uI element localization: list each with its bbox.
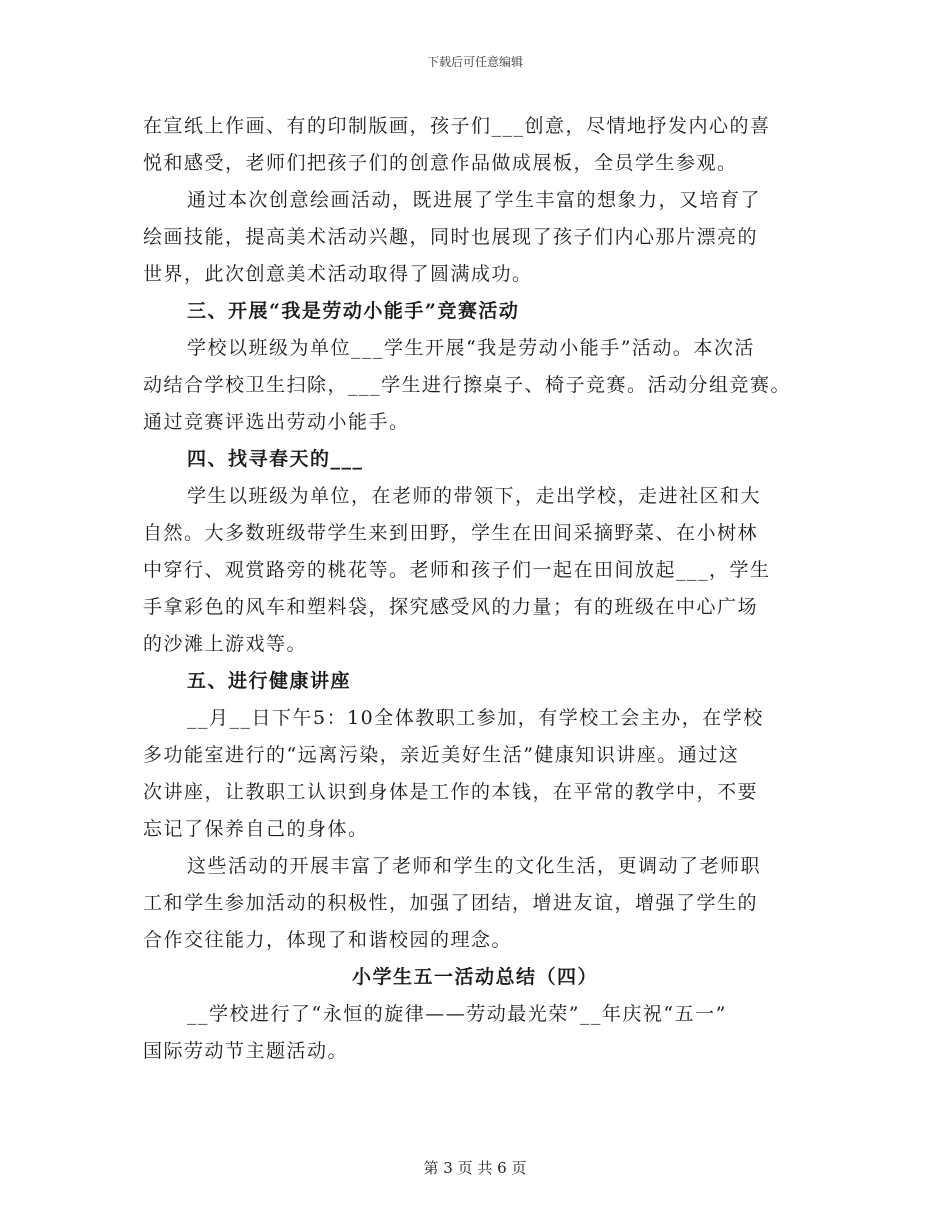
body-line: 忘记了保养自己的身体。	[143, 818, 369, 840]
section-heading: 四、找寻春天的___	[187, 448, 364, 470]
section-heading: 五、进行健康讲座	[187, 670, 352, 692]
body-line: 通过竞赛评选出劳动小能手。	[143, 411, 410, 433]
paragraph-start-line: __月__日下午5：10全体教职工参加，有学校工会主办，在学校	[187, 707, 764, 729]
body-line: 动结合学校卫生扫除，___学生进行擦桌子、椅子竞赛。活动分组竞赛。	[143, 374, 792, 396]
document-body	[143, 108, 807, 1070]
body-line: 在宣纸上作画、有的印制版画，孩子们___创意，尽情地抒发内心的喜	[143, 115, 771, 137]
body-line: 合作交往能力，体现了和谐校园的理念。	[143, 929, 513, 951]
paragraph-start-line: 学生以班级为单位，在老师的带领下，走出学校，走进社区和大	[187, 485, 762, 507]
body-line: 绘画技能，提高美术活动兴趣，同时也展现了孩子们内心那片漂亮的	[143, 226, 759, 248]
body-line: 中穿行、观赏路旁的桃花等。老师和孩子们一起在田间放起___，学生	[143, 559, 771, 581]
body-line: 的沙滩上游戏等。	[143, 633, 308, 655]
body-line: 悦和感受，老师们把孩子们的创意作品做成展板，全员学生参观。	[143, 152, 738, 174]
paragraph-start-line: 学校以班级为单位___学生开展“我是劳动小能手”活动。本次活	[187, 337, 755, 359]
body-line: 国际劳动节主题活动。	[143, 1040, 349, 1062]
body-line: 工和学生参加活动的积极性，加强了团结，增进友谊，增强了学生的	[143, 892, 759, 914]
body-line: 次讲座，让教职工认识到身体是工作的本钱，在平常的教学中，不要	[143, 781, 759, 803]
page-footer: 第 3 页 共 6 页	[423, 1159, 527, 1177]
paragraph-start-line: 通过本次创意绘画活动，既进展了学生丰富的想象力，又培育了	[187, 189, 762, 211]
paragraph-start-line: __学校进行了“永恒的旋律——劳动最光荣”__年庆祝“五一”	[187, 1003, 727, 1025]
paragraph-start-line: 这些活动的开展丰富了老师和学生的文化生活，更调动了老师职	[187, 855, 762, 877]
body-line: 自然。大多数班级带学生来到田野，学生在田间采摘野菜、在小树林	[143, 522, 759, 544]
body-line: 多功能室进行的“远离污染，亲近美好生活”健康知识讲座。通过这	[143, 744, 740, 766]
page-header: 下载后可任意编辑	[426, 55, 523, 69]
body-line: 世界，此次创意美术活动取得了圆满成功。	[143, 263, 533, 285]
document-title: 小学生五一活动总结（四）	[351, 966, 598, 988]
section-heading: 三、开展“我是劳动小能手”竞赛活动	[187, 300, 520, 322]
body-line: 手拿彩色的风车和塑料袋，探究感受风的力量；有的班级在中心广场	[143, 596, 759, 618]
